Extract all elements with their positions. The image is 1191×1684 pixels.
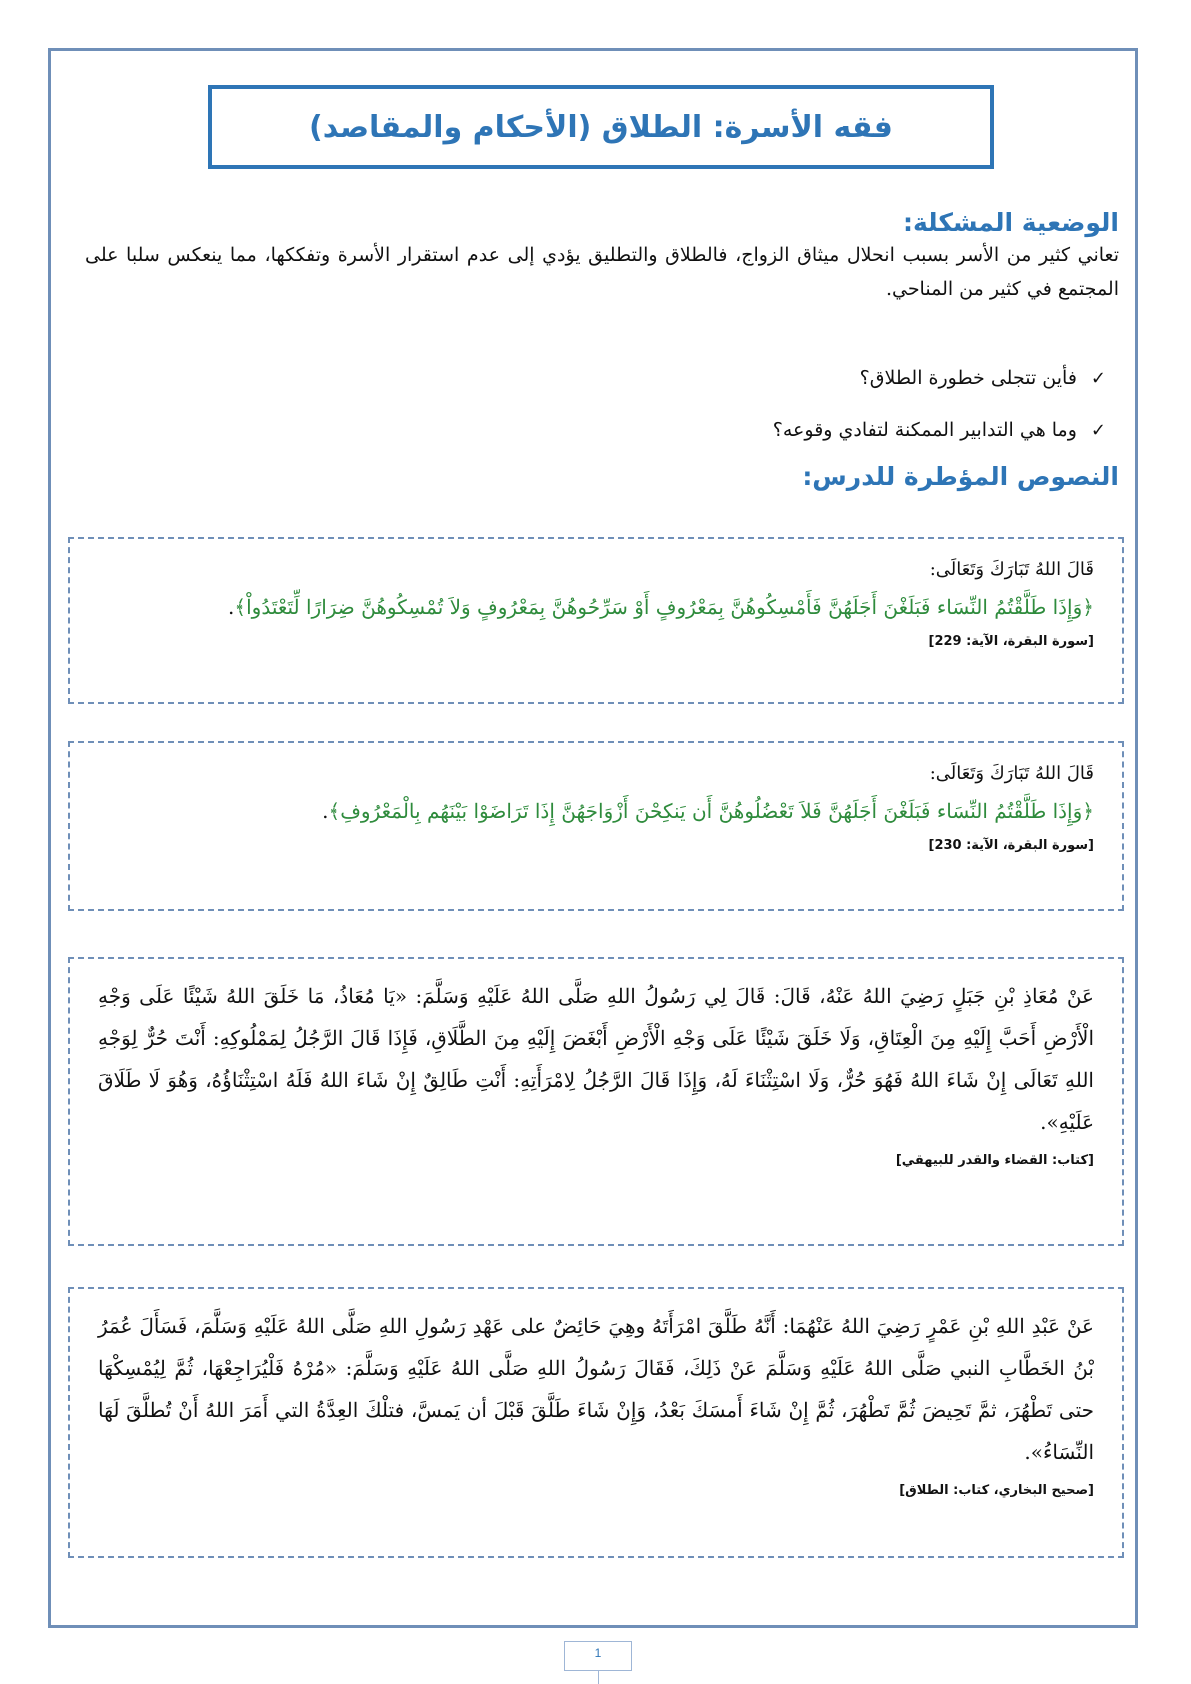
question-item	[773, 352, 1106, 404]
hadith-text-box	[68, 957, 1124, 1246]
situation-text: تعاني كثير من الأسر بسبب انحلال ميثاق الزواج، فالطلاق والتطليق يؤدي إلى عدم استقرار الأسرة وتفككها، مما ينعكس سلبا على المجتمع في كثير من المناحي.	[85, 244, 1119, 300]
verse-end: .	[228, 595, 235, 619]
hadith-text: عَنْ مُعَاذِ بْنِ جَبَلٍ رَضِيَ اللهُ عَنْهُ، قَالَ: قَالَ لِي رَسُولُ اللهِ صَلَّى اللهُ عَلَيْهِ وَسَلَّمَ: «يَا مُعَاذُ، مَا خَلَقَ اللهُ شَيْئًا عَلَى وَجْهِ الْأَرْضِ أَحَبَّ إِلَيْهِ مِنَ الْعِتَاقِ، وَلَا خَلَقَ شَيْئًا عَلَى وَجْهِ الْأَرْضِ أَبْغَضَ إِلَيْهِ مِنَ الطَّلَاقِ، فَإِذَا قَالَ الرَّجُلُ لِمَمْلُوكِهِ: أَنْتَ حُرٌّ لِوَجْهِ اللهِ تَعَالَى إِنْ شَاءَ اللهُ فَهُوَ حُرٌّ، وَلَا اسْتِثْنَاءَ لَهُ، وَإِذَا قَالَ الرَّجُلُ لِامْرَأَتِهِ: أَنْتِ طَالِقٌ إِنْ شَاءَ اللهُ فَلَهُ اسْتِثْنَاؤُهُ، وَهُوَ لَا طَلَاقَ عَلَيْهِ».	[98, 984, 1095, 1134]
check-icon: ✓	[1090, 367, 1106, 389]
hadith-source: [صحيح البخاري، كتاب: الطلاق]	[899, 1483, 1094, 1498]
verse-source: [سورة البقرة، الآية: 230]	[928, 838, 1094, 853]
verse-source: [سورة البقرة، الآية: 229]	[928, 634, 1094, 649]
question-list	[773, 352, 1106, 456]
hadith-text-box	[68, 1287, 1124, 1558]
texts-heading: النصوص المؤطرة للدرس:	[802, 462, 1119, 491]
title-box	[208, 85, 994, 169]
quran-verse	[98, 590, 1094, 624]
question-text: وما هي التدابير الممكنة لتفادي وقوعه؟	[772, 419, 1077, 441]
verse-end: .	[322, 799, 329, 823]
verse-text: ﴿وَإِذَا طَلَّقْتُمُ النِّسَاء فَبَلَغْنَ أَجَلَهُنَّ فَلاَ تَعْضُلُوهُنَّ أَن يَنكِحْنَ أَزْوَاجَهُنَّ إِذَا تَرَاضَوْا بَيْنَهُم بِالْمَعْرُوفِ﴾	[328, 799, 1094, 823]
verse-intro: قَالَ اللهُ تَبَارَكَ وَتَعَالَى:	[929, 559, 1094, 580]
page-number: 1	[564, 1641, 632, 1671]
page-title: فقه الأسرة: الطلاق (الأحكام والمقاصد)	[309, 109, 893, 145]
situation-heading: الوضعية المشكلة:	[902, 208, 1119, 237]
quran-verse	[98, 794, 1094, 828]
check-icon: ✓	[1090, 419, 1106, 441]
quran-text-box	[68, 537, 1124, 704]
verse-text: ﴿وَإِذَا طَلَّقْتُمُ النِّسَاء فَبَلَغْنَ أَجَلَهُنَّ فَأَمْسِكُوهُنَّ بِمَعْرُوفٍ أَوْ سَرِّحُوهُنَّ بِمَعْرُوفٍ وَلاَ تُمْسِكُوهُنَّ ضِرَارًا لِّتَعْتَدُواْ﴾	[234, 595, 1094, 619]
hadith-text: عَنْ عَبْدِ اللهِ بْنِ عَمْرٍ رَضِيَ اللهُ عَنْهُمَا: أَنَّهُ طَلَّقَ امْرَأَتَهُ وهِيَ حَائِضٌ على عَهْدِ رَسُولِ اللهِ صَلَّى اللهُ عَلَيْهِ وَسَلَّمَ، فَسَأَلَ عُمَرُ بْنُ الخَطَّابِ النبي صَلَّى اللهُ عَلَيْهِ وَسَلَّمَ عَنْ ذَلِكَ، فَقَالَ رَسُولُ اللهِ صَلَّى اللهُ عَلَيْهِ وَسَلَّمَ: «مُرْهُ فَلْيُرَاجِعْهَا، ثُمَّ لِيُمْسِكْهَا حتى تَطْهُرَ، ثمَّ تَحِيضَ ثُمَّ تَطْهُرَ، ثُمَّ إِنْ شَاءَ أَمسَكَ بَعْدُ، وَإِنْ شَاءَ طَلَّقَ قَبْلَ أن يَمسَّ، فتلْكَ العِدَّةُ التي أَمَرَ اللهُ أَنْ تُطلَّقَ لَهَا النِّسَاءُ».	[98, 1314, 1094, 1464]
page-number-divider	[598, 1671, 599, 1684]
quran-text-box	[68, 741, 1124, 911]
question-item	[773, 404, 1106, 456]
question-text: فأين تتجلى خطورة الطلاق؟	[859, 367, 1077, 389]
verse-intro: قَالَ اللهُ تَبَارَكَ وَتَعَالَى:	[929, 763, 1094, 784]
hadith-source: [كتاب: القضاء والقدر للبيهقي]	[895, 1153, 1094, 1168]
